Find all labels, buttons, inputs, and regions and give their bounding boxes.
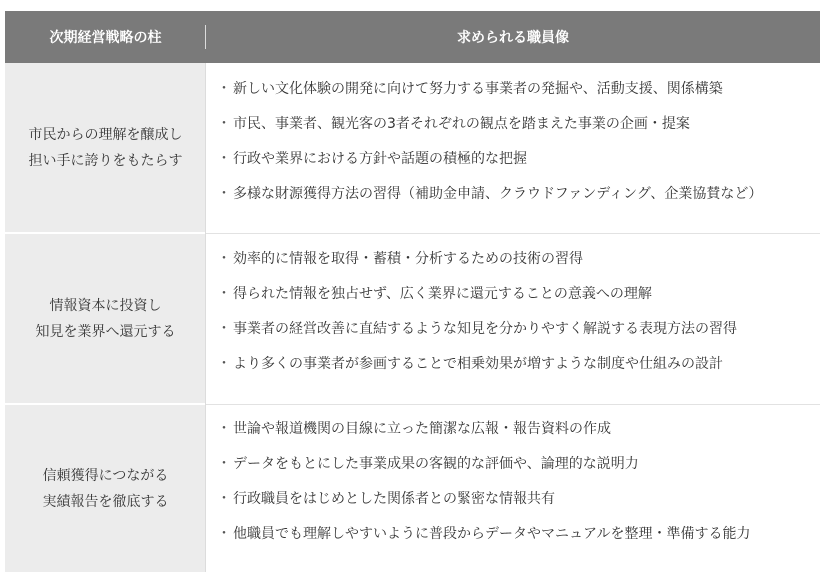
item-text: 行政職員をはじめとした関係者との緊密な情報共有 <box>233 491 555 507</box>
bullet-mark: ・ <box>217 456 231 472</box>
list-item <box>217 419 611 439</box>
pillar-cell <box>5 63 206 233</box>
pillar-line: 実績報告を徹底する <box>42 493 169 510</box>
bullet-mark: ・ <box>217 526 231 542</box>
pillar-cell <box>5 405 206 572</box>
bullet-mark: ・ <box>217 186 231 202</box>
list-item <box>217 284 652 304</box>
list-item <box>217 114 690 134</box>
item-text: 他職員でも理解しやすいように普段からデータやマニュアルを整理・準備する能力 <box>233 526 751 542</box>
item-text: 新しい文化体験の開発に向けて努力する事業者の発掘や、活動支援、関係構築 <box>233 81 723 97</box>
list-item <box>217 249 583 269</box>
pillar-line: 情報資本に投資し <box>49 297 162 314</box>
item-text: 多様な財源獲得方法の習得（補助金申請、クラウドファンディング、企業協賛など） <box>233 186 763 202</box>
header-staff-profile: 求められる職員像 <box>457 30 569 46</box>
staff-cell <box>206 405 820 572</box>
staff-cell <box>206 63 820 233</box>
item-text: 得られた情報を独占せず、広く業界に還元することの意義への理解 <box>233 286 652 302</box>
pillar-line: 信頼獲得につながる <box>42 467 169 484</box>
bullet-mark: ・ <box>217 356 231 372</box>
item-text: データをもとにした事業成果の客観的な評価や、論理的な説明力 <box>233 456 639 472</box>
bullet-mark: ・ <box>217 116 231 132</box>
list-item <box>217 454 639 474</box>
list-item <box>217 149 527 169</box>
bullet-mark: ・ <box>217 421 231 437</box>
table-header <box>5 11 820 63</box>
pillar-line: 知見を業界へ還元する <box>35 323 176 340</box>
bullet-mark: ・ <box>217 151 231 167</box>
list-item <box>217 184 762 204</box>
column-divider <box>205 63 206 572</box>
list-item <box>217 524 750 544</box>
bullet-mark: ・ <box>217 321 231 337</box>
item-text: 効率的に情報を取得・蓄積・分析するための技術の習得 <box>233 251 583 267</box>
bullet-mark: ・ <box>217 286 231 302</box>
bullet-mark: ・ <box>217 491 231 507</box>
pillar-line: 担い手に誇りをもたらす <box>28 153 183 169</box>
item-text: 事業者の経営改善に直結するような知見を分かりやすく解説する表現方法の習得 <box>233 321 737 337</box>
item-text: 行政や業界における方針や話題の積極的な把握 <box>233 151 527 167</box>
pillar-cell <box>5 234 206 403</box>
staff-cell <box>206 234 820 403</box>
item-text: 世論や報道機関の目線に立った簡潔な広報・報告資料の作成 <box>233 421 611 437</box>
strategy-table <box>5 11 820 572</box>
item-text: より多くの事業者が参画することで相乗効果が増すような制度や仕組みの設計 <box>233 356 723 372</box>
bullet-mark: ・ <box>217 251 231 267</box>
bullet-mark: ・ <box>217 81 231 97</box>
list-item <box>217 79 723 99</box>
pillar-line: 市民からの理解を醸成し <box>28 127 183 143</box>
header-pillar: 次期経営戦略の柱 <box>49 30 162 46</box>
item-text: 市民、事業者、観光客の3者それぞれの観点を踏まえた事業の企画・提案 <box>233 116 690 132</box>
list-item <box>217 319 737 339</box>
list-item <box>217 489 555 509</box>
list-item <box>217 354 723 374</box>
